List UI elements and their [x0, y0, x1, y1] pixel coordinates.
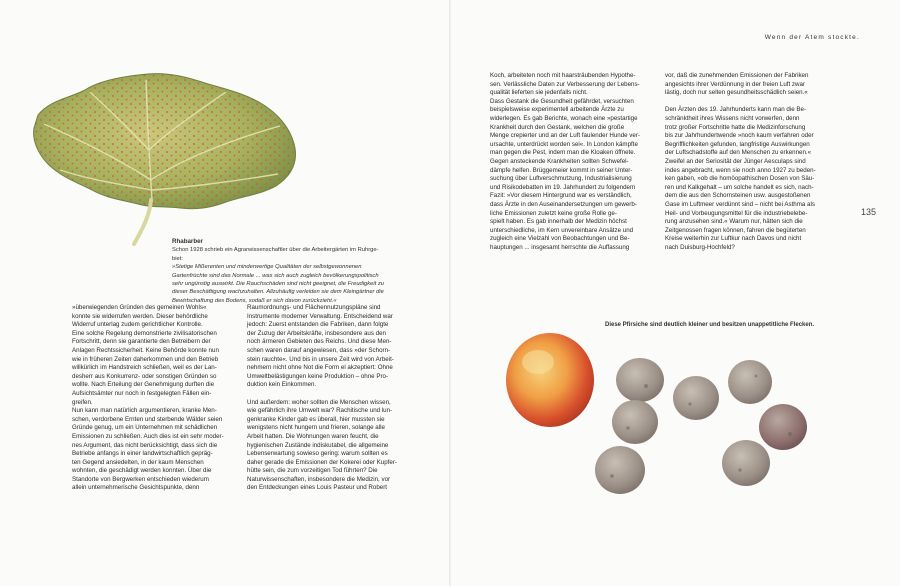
page-gutter [449, 0, 451, 586]
rhubarb-leaf-image [30, 70, 300, 245]
text-column-4: vor, daß die zunehmenden Emissionen der Fabriken angesichts ihrer Verdünnung in der freien Luft zwar lästig, doch nur selten gesundheitsschädlich seien.« Den Ärzten des 19. Jahrhunderts kann man die Be- schränktheit ihres Wissens nicht vorwerfen, denn trotz großer Fortschritte hatte die Medizinforschung bis zur Jahrhundertwende »noch kaum verfahren oder Begrifflichkeiten gefunden, langfristige Auswirkungen der Luftschadstoffe auf den Menschen zu erkennen.« Zweifel an der Seriosität der Jünger Aesculaps sind indes angebracht, wenn sie noch anno 1927 zu beden- ken gaben, »ob die homöopathischen Dosen von Säu- ren und Kalkgehalt – um solche handelt es sich, nach- dem die aus den Schornsteinen usw. ausgestoßenen Gase im Luftmeer verdünnt sind – nicht bei Asthma als Heil- und Vorbeugungsmittel für die industriebelebe- rung anzusehen sind.« Warum nur, hätten sich die Zeitgenossen fragen können, fahren die begüterten Kreise weiterhin zur Luftkur nach Davos und nicht nach Duisburg-Hochfeld? [665, 72, 816, 251]
text-column-3: Koch, arbeiteten noch mit haarsträubenden Hypothe- sen. Verlässliche Daten zur Verbesserung der Lebens- qualität lieferten sie jedenfalls nicht. Dass Gestank die Gesundheit gefährdet, versuchten beispielsweise experimentell arbeitende Ärzte zu widerlegen. Es gab Berichte, wonach eine »pestartige Krankheit durch den Gestank, welchen die große Menge crepierter und an der Luft faulender Hunde ver- ursachte, unterdrückt worden sei«. In London kämpfte man gegen die Pest, indem man die Kloaken öffnete. Gegen ansteckende Krankheiten sollten Schwefel- dämpfe helfen. Brüggemeier kommt in seiner Unter- suchung über Luftverschmutzung, Industrialisierung und Risikodebatten im 19. Jahrhundert zu folgendem Fazit: »Vor diesem Hintergrund war es verständlich, dass Ärzte in den Auseinandersetzungen um gewerb- liche Emissionen zuletzt keine große Rolle ge- spielt haben. Es gab innerhalb der Medizin höchst unterschiedliche, im Kern unvereinbare Ansätze und zugleich eine Vielzahl von Beobachtungen und Be- hauptungen ... insgesamt herrschte die Auffassung [490, 72, 640, 251]
rhubarb-caption-body: Schon 1928 schrieb ein Agrarwissenschaftler über die Arbeitergärten im Ruhrge- biet: [172, 247, 379, 262]
rhubarb-caption [172, 238, 407, 305]
text-column-1: »überwiegenden Gründen des gemeinen Wohls« konnte sie widerrufen werden. Dieser behördliche Widerruf unterlag zudem gerichtlicher Kontrolle. Eine solche Regelung demonstrierte zivilisatorischen Fortschritt, denn sie garantierte den Betreibern der Anlagen Rechtssicherheit. Keine Behörde konnte nun wie in früheren Zeiten daherkommen und den Betrieb willkürlich im Handstreich schließen, weil es der Lan- desherr aus Konkurrenz- oder sonstigen Gründen so wollte. Nach Erteilung der Genehmigung durften die Aufsichtsämter nur noch in festgelegten Fällen ein- greifen. Nun kann man natürlich argumentieren, kranke Men- schen, verdorbene Ernten und sterbende Wälder seien Gründe genug, um ein Unternehmen mit schädlichen Emissionen zu schließen. Auch dies ist ein sehr moder- nes Argument, das nicht berücksichtigt, dass sich die Betriebe anfangs in einer landwirtschaftlich gepräg- ten Gegend ansiedelten, in der kaum Menschen wohnten, die geschädigt werden konnten. Über die Standorte von Bergwerken entschieden wiederum allein unternehmerische Gesichtspunkte, denn [72, 304, 224, 492]
running-head: Wenn der Atem stockte. [764, 34, 860, 41]
page-number: 135 [860, 207, 876, 217]
peaches-image [500, 330, 830, 500]
peach-caption: Diese Pfirsiche sind deutlich kleiner und besitzen unappetitliche Flecken. [605, 322, 815, 328]
rhubarb-caption-title: Rhabarber [172, 238, 203, 245]
rhubarb-caption-quote: »Stetige Mißerenten und minderwertige Qualitäten der selbstgewonnenen Gartenfrüchte sind das Normale ... was sich auch zugleich bevölkerungspolitisch sehr ungünstig auswirkt. Die Rauchschäden sind nicht geeignet, die Freudigkeit zu dieser Beschäftigung wachzuhalten. Allzuhäufig verleiden sie dem Kleingärtner die Bewirtschaftung des Bodens, sodaß er sich davon zurückzieht.« [172, 264, 385, 304]
text-column-2: Raumordnungs- und Flächennutzungspläne sind Instrumente moderner Verwaltung. Entscheidend war jedoch: Zuerst entstanden die Fabriken, dann folgte der Zuzug der Arbeitskräfte, insbesondere aus den noch ärmeren Gebieten des Reichs. Und diese Men- schen waren darauf angewiesen, dass »der Schorn- stein rauchte«. Und bis in unsere Zeit wird von Arbeit- nehmern nicht ohne Not die Form el akzeptiert: Ohne Umweltbelästigungen keine Produktion – ohne Pro- duktion kein Einkommen. Und außerdem: woher sollten die Menschen wissen, wie gefährlich ihre Umwelt war? Rachitische und lun- genkranke Kinder gab es überall, hier mussten sie wenigstens nicht hungern und frieren, solange alle Arbeit hatten. Die Wohnungen waren feucht, die hygienischen Zustände indiskutabel, die allgemeine Lebenserwartung sowieso gering: warum sollten es daher gerade die Emissionen der Kokerei oder Kupfer- hütte sein, die zum vorzeitigen Tod führten? Die Naturwissenschaften, insbesondere die Medizin, vor den Entdeckungen eines Louis Pasteur und Robert [247, 304, 397, 492]
